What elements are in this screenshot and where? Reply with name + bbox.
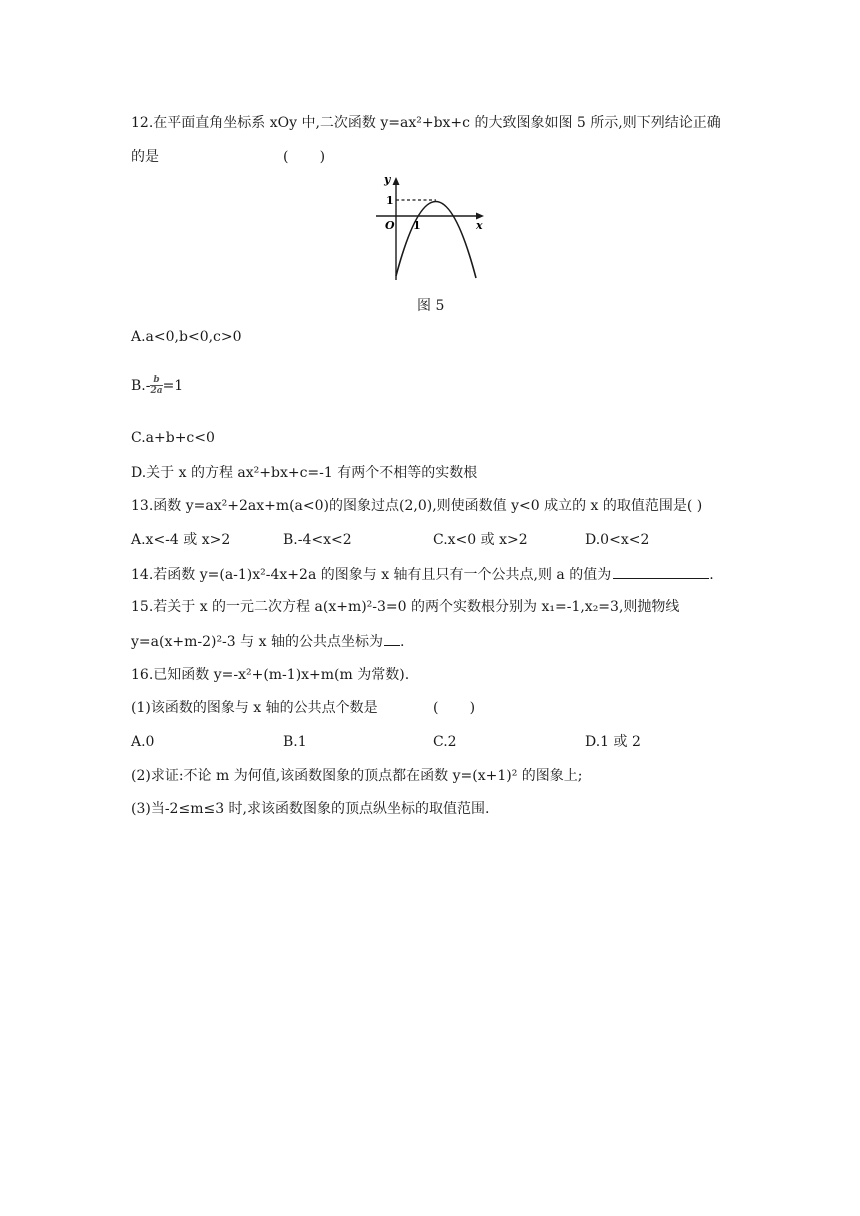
q16-option-a: A.0: [131, 734, 155, 750]
q16-option-b: B.1: [283, 734, 307, 750]
q12-option-b-suffix: =1: [162, 378, 184, 394]
q13-stem: 13.函数 y=ax²+2ax+m(a<0)的图象过点(2,0),则使函数值 y<0 成立的 x 的取值范围是( ): [131, 498, 703, 514]
x-tick-label: 1: [413, 219, 421, 232]
x-axis-label: x: [476, 219, 483, 232]
figure-caption: 图 5: [417, 298, 445, 314]
q13-option-c: C.x<0 或 x>2: [433, 532, 528, 548]
q16-part1-answer-paren: ( ): [433, 700, 476, 716]
q13-option-a: A.x<-4 或 x>2: [131, 532, 231, 548]
q14-stem: [131, 564, 714, 585]
origin-label: O: [385, 219, 395, 232]
q12-option-b-prefix: B.-: [131, 378, 151, 394]
q16-part3: (3)当-2≤m≤3 时,求该函数图象的顶点纵坐标的取值范围.: [131, 801, 490, 817]
q15-stem-line1: 15.若关于 x 的一元二次方程 a(x+m)²-3=0 的两个实数根分别为 x₁=-1,x₂=3,则抛物线: [131, 599, 680, 615]
y-axis-label: y: [384, 173, 391, 186]
q15-stem-line2-text: y=a(x+m-2)²-3 与 x 轴的公共点坐标为: [131, 634, 383, 650]
q14-stem-text: 14.若函数 y=(a-1)x²-4x+2a 的图象与 x 轴有且只有一个公共点,则 a 的值为: [131, 567, 612, 583]
q12-stem-line1: 12.在平面直角坐标系 xOy 中,二次函数 y=ax²+bx+c 的大致图象如图 5 所示,则下列结论正确: [131, 115, 721, 131]
q12-option-a: A.a<0,b<0,c>0: [131, 329, 242, 345]
parabola-figure: [372, 172, 492, 284]
y-axis-arrow: [393, 177, 400, 185]
q16-part1: (1)该函数的图象与 x 轴的公共点个数是: [131, 700, 378, 716]
fraction-b-over-2a: [150, 376, 162, 396]
q12-option-d: D.关于 x 的方程 ax²+bx+c=-1 有两个不相等的实数根: [131, 465, 478, 481]
q15-stem-end: .: [399, 634, 405, 650]
q14-answer-blank[interactable]: [613, 564, 709, 579]
q13-option-d: D.0<x<2: [585, 532, 650, 548]
q16-part2: (2)求证:不论 m 为何值,该函数图象的顶点都在函数 y=(x+1)² 的图象上;: [131, 768, 583, 784]
fraction-numerator: b: [153, 375, 160, 385]
fraction-denominator: 2a: [150, 386, 163, 396]
parabola-curve: [396, 201, 476, 278]
q12-answer-paren: ( ): [283, 149, 326, 165]
q15-answer-blank[interactable]: [384, 631, 400, 646]
q15-stem-line2: [131, 631, 404, 652]
q12-stem-line2: 的是: [131, 149, 159, 165]
q16-stem: 16.已知函数 y=-x²+(m-1)x+m(m 为常数).: [131, 667, 410, 683]
q14-stem-end: .: [709, 567, 714, 583]
q13-option-b: B.-4<x<2: [283, 532, 352, 548]
q12-option-b: [131, 376, 183, 396]
y-tick-label: 1: [386, 194, 394, 207]
q12-option-c: C.a+b+c<0: [131, 430, 215, 446]
q16-option-d: D.1 或 2: [585, 734, 641, 750]
q16-option-c: C.2: [433, 734, 457, 750]
